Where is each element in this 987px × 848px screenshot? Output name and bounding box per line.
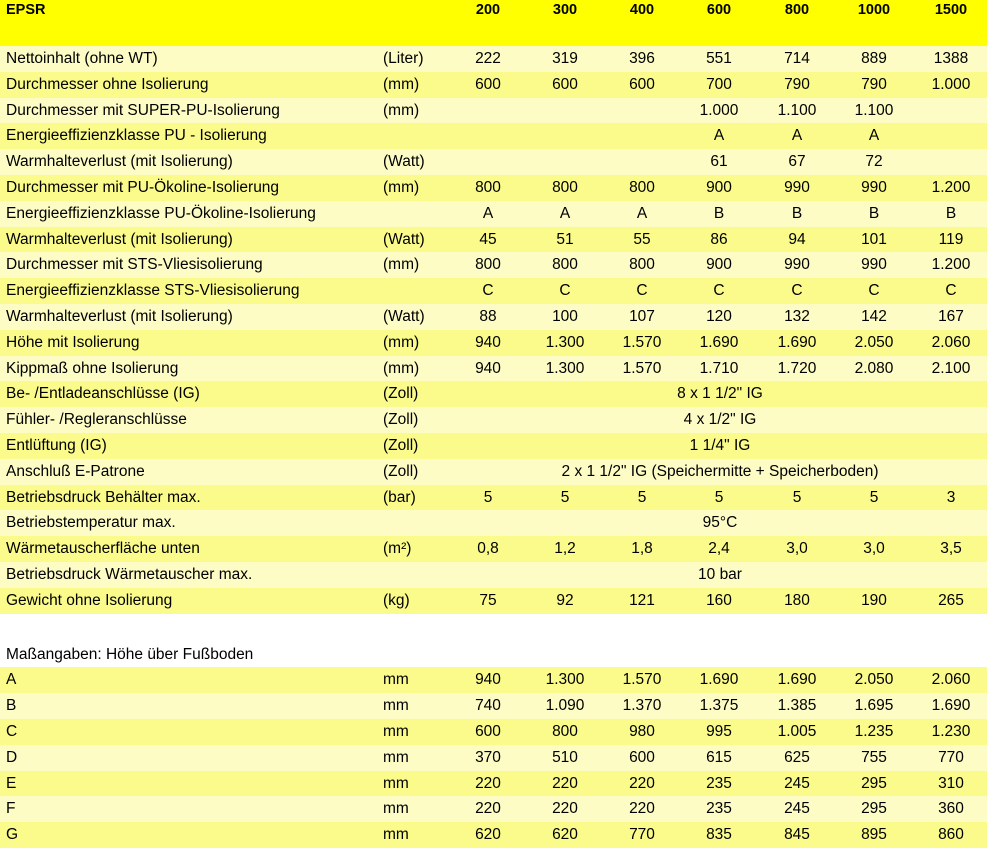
value-cell: 5 bbox=[560, 488, 570, 506]
value-cell: 600 bbox=[629, 748, 655, 766]
table-row bbox=[0, 459, 987, 485]
value-cell: 990 bbox=[784, 178, 810, 196]
value-cell: A bbox=[713, 127, 725, 145]
value-cell: 770 bbox=[938, 748, 964, 766]
value-cell: 160 bbox=[706, 591, 732, 609]
table-row bbox=[0, 330, 987, 356]
value-cell: 295 bbox=[861, 800, 887, 818]
table-row bbox=[0, 381, 987, 407]
value-cell: C bbox=[791, 282, 803, 300]
value-cell: 107 bbox=[629, 307, 655, 325]
value-cell: 620 bbox=[475, 826, 501, 844]
value-cell: 180 bbox=[784, 591, 810, 609]
value-cell: 800 bbox=[475, 256, 501, 274]
row-label: F bbox=[6, 800, 16, 818]
row-unit: (Liter) bbox=[383, 50, 424, 67]
value-cell: 800 bbox=[475, 178, 501, 196]
row-label: A bbox=[6, 671, 17, 689]
row-unit: (m²) bbox=[383, 540, 412, 558]
value-cell: 0,8 bbox=[477, 540, 499, 558]
row-unit: (bar) bbox=[383, 488, 416, 506]
row-unit: (Watt) bbox=[383, 230, 425, 248]
value-cell: 94 bbox=[788, 230, 806, 248]
row-unit: (kg) bbox=[383, 591, 410, 609]
value-cell: 5 bbox=[483, 488, 493, 506]
value-cell: 3,0 bbox=[863, 540, 885, 558]
value-cell: 2.060 bbox=[931, 671, 971, 689]
value-cell: A bbox=[482, 204, 494, 222]
table-row bbox=[0, 588, 987, 614]
value-cell: 600 bbox=[475, 75, 501, 93]
table-row bbox=[0, 822, 987, 848]
value-cell: 995 bbox=[706, 722, 732, 740]
value-cell: 1.385 bbox=[777, 697, 817, 715]
column-header: 800 bbox=[784, 2, 810, 18]
value-cell: 1.300 bbox=[545, 333, 585, 351]
value-cell: 245 bbox=[784, 800, 810, 818]
value-cell: A bbox=[636, 204, 648, 222]
row-label: Betriebsdruck Behälter max. bbox=[6, 488, 201, 506]
value-cell: 1.690 bbox=[931, 697, 971, 715]
row-label: D bbox=[6, 748, 18, 766]
value-cell: 51 bbox=[556, 230, 574, 248]
table-row bbox=[0, 510, 987, 536]
row-label: E bbox=[6, 774, 17, 792]
value-cell: 1.570 bbox=[622, 333, 662, 351]
value-cell: 900 bbox=[706, 178, 732, 196]
value-cell: 235 bbox=[706, 774, 732, 792]
value-cell: C bbox=[868, 282, 880, 300]
table-row bbox=[0, 72, 987, 98]
value-cell: 120 bbox=[706, 307, 732, 325]
value-cell: 265 bbox=[938, 591, 964, 609]
value-cell: 119 bbox=[938, 230, 964, 248]
header-row bbox=[0, 0, 987, 46]
value-cell: 740 bbox=[475, 697, 501, 715]
value-cell: 755 bbox=[861, 748, 887, 766]
value-cell: 1.000 bbox=[699, 101, 739, 119]
value-cell: C bbox=[713, 282, 725, 300]
row-unit: mm bbox=[383, 800, 409, 818]
value-cell: 1.570 bbox=[622, 671, 662, 689]
row-unit: mm bbox=[383, 697, 409, 715]
merged-value: 4 x 1/2" IG bbox=[683, 411, 757, 429]
table-row bbox=[0, 252, 987, 278]
value-cell: 1.000 bbox=[931, 75, 971, 93]
value-cell: 5 bbox=[637, 488, 647, 506]
spacer bbox=[0, 614, 987, 642]
value-cell: 1.100 bbox=[854, 101, 894, 119]
value-cell: 220 bbox=[552, 774, 578, 792]
row-unit: (Watt) bbox=[383, 153, 425, 171]
value-cell: 600 bbox=[629, 75, 655, 93]
row-label: Energieeffizienzklasse PU-Ökoline-Isolierung bbox=[6, 204, 316, 222]
value-cell: 220 bbox=[629, 774, 655, 792]
value-cell: B bbox=[791, 204, 803, 222]
merged-value: 1 1/4" IG bbox=[689, 436, 751, 454]
row-unit: (mm) bbox=[383, 333, 420, 351]
value-cell: 990 bbox=[784, 256, 810, 274]
table-row bbox=[0, 719, 987, 745]
value-cell: 770 bbox=[629, 826, 655, 844]
value-cell: 67 bbox=[788, 153, 806, 171]
column-header: 300 bbox=[552, 2, 578, 18]
column-header: 600 bbox=[706, 2, 732, 18]
row-unit: (Zoll) bbox=[383, 462, 419, 480]
table-row bbox=[0, 46, 987, 72]
column-header: 400 bbox=[629, 2, 655, 18]
table-row bbox=[0, 693, 987, 719]
value-cell: 396 bbox=[629, 50, 655, 67]
row-label: G bbox=[6, 826, 19, 844]
table-row bbox=[0, 356, 987, 382]
row-unit: mm bbox=[383, 722, 409, 740]
table-row bbox=[0, 745, 987, 771]
row-label: Anschluß E-Patrone bbox=[6, 462, 145, 480]
value-cell: 990 bbox=[861, 178, 887, 196]
value-cell: 61 bbox=[710, 153, 728, 171]
row-label: Nettoinhalt (ohne WT) bbox=[6, 50, 158, 67]
value-cell: 3,5 bbox=[940, 540, 962, 558]
table-row bbox=[0, 667, 987, 693]
value-cell: 222 bbox=[475, 50, 501, 67]
value-cell: 790 bbox=[861, 75, 887, 93]
value-cell: 100 bbox=[552, 307, 578, 325]
value-cell: C bbox=[945, 282, 957, 300]
value-cell: 600 bbox=[475, 722, 501, 740]
value-cell: 860 bbox=[938, 826, 964, 844]
value-cell: 1.720 bbox=[777, 359, 817, 377]
table-title: EPSR bbox=[6, 2, 46, 18]
table-row bbox=[0, 562, 987, 588]
merged-value: 8 x 1 1/2" IG bbox=[677, 385, 763, 403]
row-label: Durchmesser mit PU-Ökoline-Isolierung bbox=[6, 178, 280, 196]
value-cell: 1.300 bbox=[545, 359, 585, 377]
value-cell: 5 bbox=[869, 488, 879, 506]
table-row bbox=[0, 407, 987, 433]
value-cell: 142 bbox=[861, 307, 887, 325]
value-cell: 220 bbox=[629, 800, 655, 818]
value-cell: 980 bbox=[629, 722, 655, 740]
table-row bbox=[0, 433, 987, 459]
row-label: B bbox=[6, 697, 17, 715]
row-unit: (mm) bbox=[383, 101, 420, 119]
row-label: Durchmesser ohne Isolierung bbox=[6, 75, 209, 93]
row-label: Be- /Entladeanschlüsse (IG) bbox=[6, 385, 200, 403]
value-cell: 1,8 bbox=[631, 540, 653, 558]
value-cell: 121 bbox=[629, 591, 655, 609]
table-row bbox=[0, 123, 987, 149]
row-unit: (Watt) bbox=[383, 307, 425, 325]
value-cell: B bbox=[713, 204, 725, 222]
row-unit: (mm) bbox=[383, 359, 420, 377]
column-header: 200 bbox=[475, 2, 501, 18]
value-cell: 360 bbox=[938, 800, 964, 818]
value-cell: 310 bbox=[938, 774, 964, 792]
spec-rows bbox=[0, 46, 987, 614]
value-cell: 620 bbox=[552, 826, 578, 844]
table-row bbox=[0, 98, 987, 124]
value-cell: 895 bbox=[861, 826, 887, 844]
value-cell: 1.375 bbox=[699, 697, 739, 715]
value-cell: 72 bbox=[865, 153, 883, 171]
row-label: Warmhalteverlust (mit Isolierung) bbox=[6, 153, 233, 171]
value-cell: 700 bbox=[706, 75, 732, 93]
row-label: Fühler- /Regleranschlüsse bbox=[6, 411, 187, 429]
value-cell: 1.710 bbox=[699, 359, 739, 377]
row-unit: mm bbox=[383, 748, 409, 766]
table-row bbox=[0, 175, 987, 201]
table-row bbox=[0, 771, 987, 797]
value-cell: 1.005 bbox=[777, 722, 817, 740]
value-cell: 1388 bbox=[933, 50, 969, 67]
value-cell: 714 bbox=[784, 50, 810, 67]
value-cell: 5 bbox=[714, 488, 724, 506]
value-cell: 86 bbox=[710, 230, 728, 248]
value-cell: 790 bbox=[784, 75, 810, 93]
row-unit: (Zoll) bbox=[383, 436, 419, 454]
row-label: Warmhalteverlust (mit Isolierung) bbox=[6, 307, 233, 325]
value-cell: 5 bbox=[792, 488, 802, 506]
merged-value: 10 bar bbox=[698, 565, 742, 583]
value-cell: 625 bbox=[784, 748, 810, 766]
row-label: Durchmesser mit SUPER-PU-Isolierung bbox=[6, 101, 280, 119]
table-row bbox=[0, 304, 987, 330]
merged-value: 95°C bbox=[702, 514, 738, 532]
value-cell: 1.235 bbox=[854, 722, 894, 740]
value-cell: 319 bbox=[552, 50, 578, 67]
value-cell: 940 bbox=[475, 333, 501, 351]
value-cell: 295 bbox=[861, 774, 887, 792]
value-cell: 235 bbox=[706, 800, 732, 818]
value-cell: 900 bbox=[706, 256, 732, 274]
row-unit: (mm) bbox=[383, 75, 420, 93]
value-cell: 167 bbox=[938, 307, 964, 325]
value-cell: 2.080 bbox=[854, 359, 894, 377]
value-cell: A bbox=[559, 204, 571, 222]
value-cell: 1.200 bbox=[931, 178, 971, 196]
value-cell: 1.230 bbox=[931, 722, 971, 740]
value-cell: C bbox=[482, 282, 494, 300]
row-unit: (mm) bbox=[383, 256, 420, 274]
value-cell: C bbox=[559, 282, 571, 300]
value-cell: 190 bbox=[861, 591, 887, 609]
value-cell: 940 bbox=[475, 671, 501, 689]
value-cell: 1.690 bbox=[777, 333, 817, 351]
row-unit: mm bbox=[383, 826, 409, 844]
value-cell: 1.690 bbox=[699, 333, 739, 351]
value-cell: 1.690 bbox=[777, 671, 817, 689]
value-cell: C bbox=[636, 282, 648, 300]
column-header: 1500 bbox=[934, 2, 968, 18]
row-unit: (Zoll) bbox=[383, 385, 419, 403]
value-cell: 2.050 bbox=[854, 333, 894, 351]
row-unit: (Zoll) bbox=[383, 411, 419, 429]
row-label: Betriebstemperatur max. bbox=[6, 514, 176, 532]
value-cell: 510 bbox=[552, 748, 578, 766]
value-cell: 370 bbox=[475, 748, 501, 766]
value-cell: 1.690 bbox=[699, 671, 739, 689]
value-cell: 55 bbox=[633, 230, 651, 248]
value-cell: 800 bbox=[629, 256, 655, 274]
value-cell: 990 bbox=[861, 256, 887, 274]
table-row bbox=[0, 485, 987, 511]
value-cell: 2.100 bbox=[931, 359, 971, 377]
value-cell: 132 bbox=[784, 307, 810, 325]
value-cell: 1.090 bbox=[545, 697, 585, 715]
value-cell: 845 bbox=[784, 826, 810, 844]
merged-value: 2 x 1 1/2" IG (Speichermitte + Speicherboden) bbox=[561, 462, 879, 480]
value-cell: B bbox=[868, 204, 880, 222]
value-cell: 3,0 bbox=[786, 540, 808, 558]
value-cell: 220 bbox=[475, 774, 501, 792]
row-label: Energieeffizienzklasse PU - Isolierung bbox=[6, 127, 267, 145]
table-row bbox=[0, 149, 987, 175]
value-cell: A bbox=[791, 127, 803, 145]
row-label: Durchmesser mit STS-Vliesisolierung bbox=[6, 256, 263, 274]
value-cell: 1,2 bbox=[554, 540, 576, 558]
row-label: Gewicht ohne Isolierung bbox=[6, 591, 173, 609]
dimensions-title-row bbox=[0, 642, 987, 668]
value-cell: 3 bbox=[946, 488, 956, 506]
value-cell: 1.300 bbox=[545, 671, 585, 689]
row-label: Höhe mit Isolierung bbox=[6, 333, 140, 351]
value-cell: 835 bbox=[706, 826, 732, 844]
value-cell: 1.570 bbox=[622, 359, 662, 377]
value-cell: 615 bbox=[706, 748, 732, 766]
row-label: Warmhalteverlust (mit Isolierung) bbox=[6, 230, 233, 248]
value-cell: 1.200 bbox=[931, 256, 971, 274]
row-label: Kippmaß ohne Isolierung bbox=[6, 359, 179, 377]
value-cell: 600 bbox=[552, 75, 578, 93]
value-cell: 45 bbox=[479, 230, 497, 248]
row-unit: mm bbox=[383, 774, 409, 792]
table-row bbox=[0, 536, 987, 562]
value-cell: 2,4 bbox=[708, 540, 730, 558]
value-cell: 245 bbox=[784, 774, 810, 792]
value-cell: 800 bbox=[552, 722, 578, 740]
value-cell: 1.370 bbox=[622, 697, 662, 715]
dimension-rows bbox=[0, 667, 987, 848]
table-row bbox=[0, 201, 987, 227]
value-cell: 2.050 bbox=[854, 671, 894, 689]
value-cell: 101 bbox=[861, 230, 887, 248]
value-cell: B bbox=[945, 204, 957, 222]
table-row bbox=[0, 278, 987, 304]
value-cell: 220 bbox=[475, 800, 501, 818]
row-unit: (mm) bbox=[383, 178, 420, 196]
value-cell: 551 bbox=[706, 50, 732, 67]
dimensions-title: Maßangaben: Höhe über Fußboden bbox=[6, 645, 254, 663]
value-cell: 75 bbox=[479, 591, 497, 609]
value-cell: 1.695 bbox=[854, 697, 894, 715]
value-cell: 92 bbox=[556, 591, 574, 609]
table-row bbox=[0, 796, 987, 822]
value-cell: 220 bbox=[552, 800, 578, 818]
value-cell: A bbox=[868, 127, 880, 145]
value-cell: 800 bbox=[552, 178, 578, 196]
value-cell: 2.060 bbox=[931, 333, 971, 351]
row-label: Betriebsdruck Wärmetauscher max. bbox=[6, 565, 253, 583]
value-cell: 800 bbox=[629, 178, 655, 196]
row-label: Entlüftung (IG) bbox=[6, 436, 107, 454]
row-unit: mm bbox=[383, 671, 409, 689]
row-label: Wärmetauscherfläche unten bbox=[6, 540, 200, 558]
value-cell: 889 bbox=[861, 50, 887, 67]
table-row bbox=[0, 227, 987, 253]
row-label: Energieeffizienzklasse STS-Vliesisolierung bbox=[6, 282, 300, 300]
row-label: C bbox=[6, 722, 18, 740]
column-header: 1000 bbox=[857, 2, 891, 18]
value-cell: 940 bbox=[475, 359, 501, 377]
value-cell: 1.100 bbox=[777, 101, 817, 119]
value-cell: 88 bbox=[479, 307, 497, 325]
value-cell: 800 bbox=[552, 256, 578, 274]
